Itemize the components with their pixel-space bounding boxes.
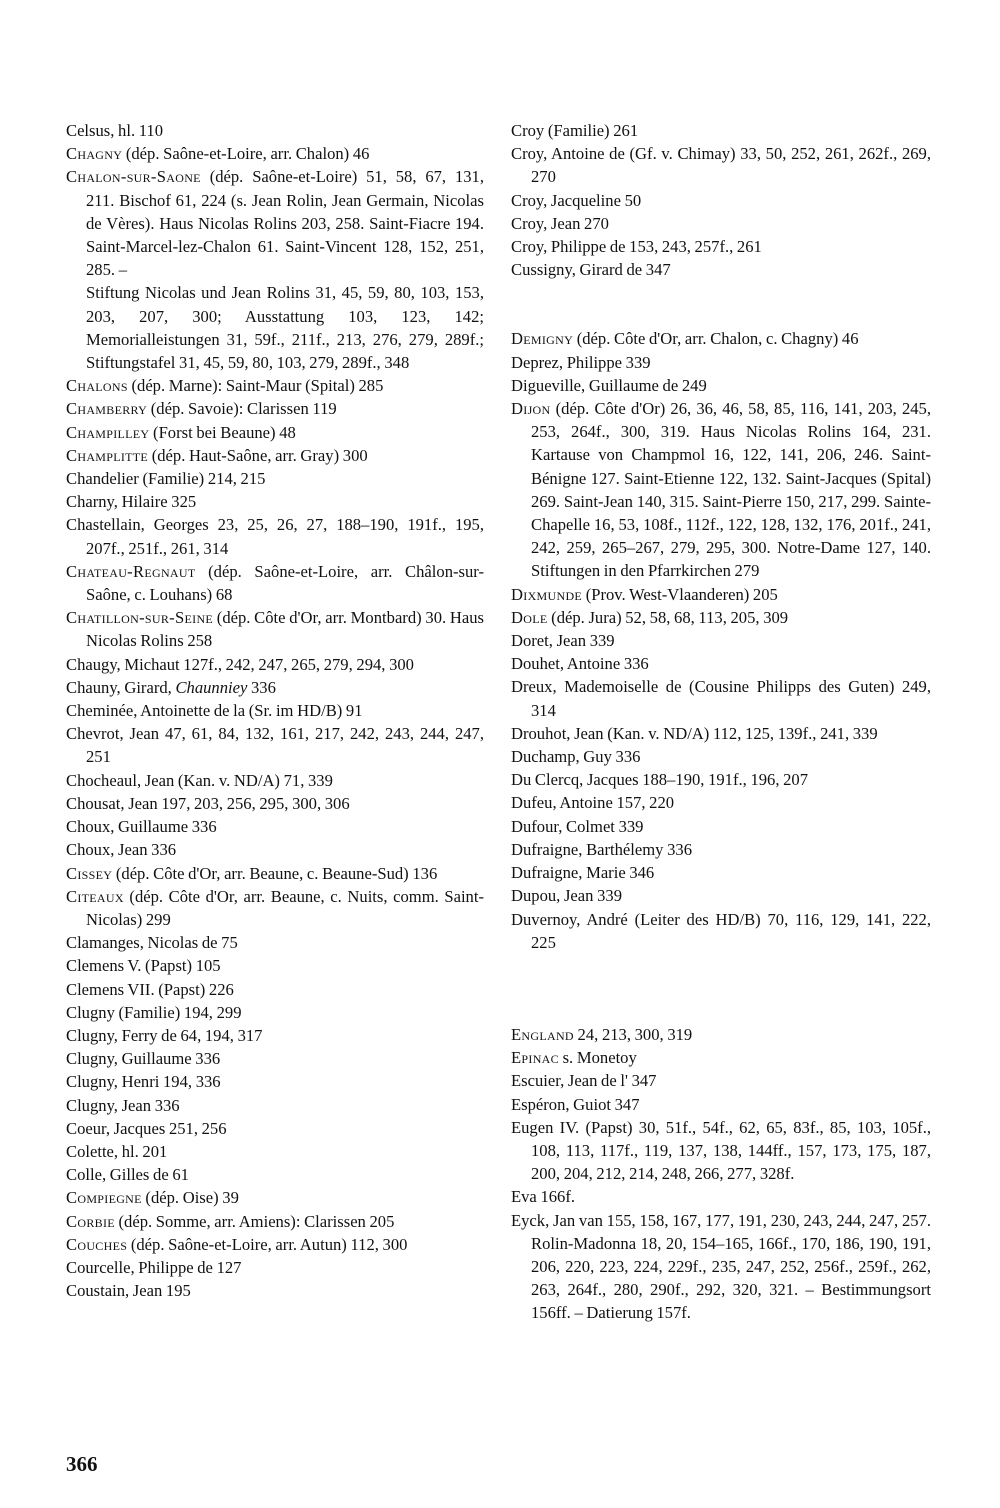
index-entry (511, 119, 931, 142)
entry-text: Douhet, Antoine 336 (511, 654, 649, 674)
place-name: Chalons (66, 376, 128, 396)
index-entry (66, 1186, 484, 1209)
index-entry (66, 444, 484, 467)
index-entry (66, 931, 484, 954)
index-entry (66, 374, 484, 397)
index-entry (66, 862, 484, 885)
index-entry (66, 397, 484, 420)
entry-text: Colle, Gilles de 61 (66, 1165, 189, 1185)
index-entry (66, 1163, 484, 1186)
index-entry (511, 908, 931, 954)
place-name: Demigny (511, 329, 574, 349)
entry-text: Deprez, Philippe 339 (511, 352, 651, 372)
index-entry (511, 583, 931, 606)
index-entry (66, 954, 484, 977)
place-name: Citeaux (66, 886, 124, 906)
entry-text: Du Clercq, Jacques 188–190, 191f., 196, 207 (511, 770, 809, 790)
index-entry (511, 861, 931, 884)
place-name: Compiegne (66, 1188, 142, 1208)
entry-text: Coeur, Jacques 251, 256 (66, 1118, 227, 1138)
index-entry (66, 1094, 484, 1117)
index-entry (511, 351, 931, 374)
index-entry (511, 722, 931, 745)
entry-text: (dép. Marne): Saint-Maur (Spital) 285 (127, 376, 384, 396)
index-entry (66, 1070, 484, 1093)
index-entry (66, 142, 484, 165)
entry-text: Eva 166f. (511, 1187, 576, 1207)
section-gap (511, 281, 931, 327)
index-entry (511, 884, 931, 907)
entry-text: Chandelier (Familie) 214, 215 (66, 469, 266, 489)
index-entry (511, 189, 931, 212)
entry-text: Dufeu, Antoine 157, 220 (511, 793, 675, 813)
index-entry (66, 606, 484, 652)
place-name: Couches (66, 1234, 128, 1254)
entry-text: (dép. Côte d'Or, arr. Montbard) 30. Haus Nicolas Rolins 258 (86, 608, 484, 651)
index-entry (66, 1047, 484, 1070)
index-entry (511, 327, 931, 350)
entry-text: Clamanges, Nicolas de 75 (66, 933, 238, 953)
place-name: Champlitte (66, 445, 149, 465)
entry-text: Croy, Philippe de 153, 243, 257f., 261 (511, 237, 762, 257)
entry-text: (dép. Saône-et-Loire, arr. Chalon) 46 (122, 144, 370, 164)
entry-text: Dufraigne, Barthélemy 336 (511, 839, 693, 859)
entry-text: Cussigny, Girard de 347 (511, 260, 671, 280)
index-entry (511, 258, 931, 281)
entry-text: (Forst bei Beaune) 48 (149, 422, 296, 442)
index-entry (66, 281, 484, 374)
entry-text: Eyck, Jan van 155, 158, 167, 177, 191, 230, 243, 244, 247, 257. Rolin-Madonna 18, 20, 154–165, 166f., 170, 186, 190, 191, 206, 220, 223, 224, 229f., 235, 247, 252, 256f., 259f., 262, 263, 264f., 280, 290f., 292, 320, 321. – Bestimmungsort 156ff. – Datierung 157f. (511, 1210, 931, 1323)
index-entry (66, 815, 484, 838)
entry-text: Choux, Jean 336 (66, 840, 177, 860)
index-entry (511, 838, 931, 861)
index-entry (511, 745, 931, 768)
place-name: Chatillon-sur-Seine (66, 608, 214, 628)
index-entry (66, 1233, 484, 1256)
entry-text: Clugny, Henri 194, 336 (66, 1072, 221, 1092)
index-entry (511, 1069, 931, 1092)
index-entry (511, 212, 931, 235)
section-gap (511, 954, 931, 1023)
entry-text: (dép. Côte d'Or) 26, 36, 46, 58, 85, 116, 141, 203, 245, 253, 264f., 300, 319. Haus Nicolas Rolins 164, 231. Kartause von Champmol 16, 122, 141, 206, 246. Saint-Bénigne 127. Saint-Etienne 122, 132. Saint-Jacques (Spital) 269. Saint-Jean 140, 315. Saint-Pierre 150, 217, 299. Sainte-Chapelle 16, 53, 108f., 112f., 122, 128, 132, 176, 201f., 241, 242, 259, 265–267, 279, 295, 300. Notre-Dame 127, 140. Stiftungen in den Pfarrkirchen 279 (531, 399, 931, 581)
entry-text: Coustain, Jean 195 (66, 1281, 191, 1301)
entry-text: Drouhot, Jean (Kan. v. ND/A) 112, 125, 139f., 241, 339 (511, 723, 878, 743)
entry-text: Dufour, Colmet 339 (511, 816, 644, 836)
index-entry (66, 1279, 484, 1302)
index-entry (511, 1116, 931, 1186)
place-name: Dixmunde (511, 584, 583, 604)
entry-text: Dupou, Jean 339 (511, 886, 622, 906)
entry-text: Cheminée, Antoinette de la (Sr. im HD/B) 91 (66, 701, 363, 721)
entry-text: (Prov. West-Vlaanderen) 205 (582, 584, 778, 604)
entry-text: Dreux, Mademoiselle de (Cousine Philipps des Guten) 249, 314 (511, 677, 931, 720)
index-entry (511, 397, 931, 583)
entry-text: (dép. Saône-et-Loire, arr. Châlon-sur-Saône, c. Louhans) 68 (86, 561, 484, 605)
entry-text: Croy, Jacqueline 50 (511, 190, 642, 210)
entry-text: Eugen IV. (Papst) 30, 51f., 54f., 62, 65, 83f., 85, 103, 105f., 108, 113, 117f., 119, 137, 138, 144ff., 157, 173, 175, 187, 200, 204, 212, 214, 248, 266, 277, 328f. (511, 1117, 931, 1184)
index-entry (66, 1117, 484, 1140)
entry-italic: Chaunniey (175, 677, 248, 697)
entry-text: Espéron, Guiot 347 (511, 1094, 640, 1114)
index-entry (66, 699, 484, 722)
entry-text: (dép. Somme, arr. Amiens): Clarissen 205 (114, 1211, 395, 1231)
index-entry (66, 676, 484, 699)
entry-text: Duvernoy, André (Leiter des HD/B) 70, 116, 129, 141, 222, 225 (511, 909, 931, 952)
entry-text: (dép. Haut-Saône, arr. Gray) 300 (148, 445, 368, 465)
index-entry (66, 885, 484, 931)
entry-text: (dép. Jura) 52, 58, 68, 113, 205, 309 (547, 607, 789, 627)
index-entry (66, 1001, 484, 1024)
entry-text: (dép. Oise) 39 (141, 1188, 239, 1208)
place-name: Chamberry (66, 399, 148, 419)
index-column-left (66, 119, 484, 1302)
index-entry (66, 513, 484, 559)
entry-text: (dép. Côte d'Or, arr. Chalon, c. Chagny) 46 (573, 329, 859, 349)
entry-text: Chousat, Jean 197, 203, 256, 295, 300, 306 (66, 793, 350, 813)
entry-text: Croy (Familie) 261 (511, 121, 639, 140)
index-entry (511, 142, 931, 188)
entry-text: Clugny, Jean 336 (66, 1095, 180, 1115)
place-name: Chateau-Regnaut (66, 561, 196, 581)
index-entry (511, 606, 931, 629)
place-name: Champilley (66, 422, 150, 442)
place-name: Dole (511, 607, 548, 627)
index-entry (66, 119, 484, 142)
place-name: Chagny (66, 144, 123, 164)
entry-text: Choux, Guillaume 336 (66, 817, 217, 837)
index-entry (511, 1093, 931, 1116)
place-name: England (511, 1024, 574, 1044)
entry-text: s. Monetoy (558, 1048, 637, 1068)
index-entry (66, 838, 484, 861)
index-entry (511, 768, 931, 791)
index-entry (511, 815, 931, 838)
page-number: 366 (66, 1452, 98, 1476)
index-entry (66, 1024, 484, 1047)
index-entry (511, 1046, 931, 1069)
index-entry (66, 978, 484, 1001)
index-entry (511, 652, 931, 675)
place-name: Epinac (511, 1048, 559, 1068)
entry-pages: 336 (247, 677, 276, 697)
index-entry (511, 675, 931, 721)
entry-text: Dufraigne, Marie 346 (511, 863, 655, 883)
place-name: Corbie (66, 1211, 115, 1231)
place-name: Chalon-sur-Saone (66, 167, 201, 187)
place-name: Cissey (66, 863, 113, 883)
entry-text: Croy, Antoine de (Gf. v. Chimay) 33, 50, 252, 261, 262f., 269, 270 (511, 144, 931, 187)
index-entry (66, 722, 484, 768)
entry-text: (dép. Côte d'Or, arr. Beaune, c. Nuits, comm. Saint-Nicolas) 299 (86, 886, 484, 929)
entry-text: (dép. Saône-et-Loire, arr. Autun) 112, 300 (127, 1234, 408, 1254)
index-entry (66, 490, 484, 513)
entry-text: Colette, hl. 201 (66, 1141, 168, 1161)
index-entry (66, 467, 484, 490)
entry-text: Clemens V. (Papst) 105 (66, 956, 221, 976)
entry-text: 24, 213, 300, 319 (573, 1024, 693, 1044)
entry-text: (dép. Côte d'Or, arr. Beaune, c. Beaune-Sud) 136 (112, 863, 438, 883)
entry-text: (dép. Saône-et-Loire) 51, 58, 67, 131, 211. Bischof 61, 224 (s. Jean Rolin, Jean Germain, Nicolas de Vères). Haus Nicolas Rolins 203, 258. Saint-Fiacre 194. Saint-Marcel-lez-Chalon 61. Saint-Vincent 128, 152, 251, 285. – (86, 167, 484, 280)
entry-text: Doret, Jean 339 (511, 631, 615, 651)
index-entry (511, 374, 931, 397)
index-entry (66, 653, 484, 676)
entry-text: Chaugy, Michaut 127f., 242, 247, 265, 279, 294, 300 (66, 654, 414, 674)
entry-text: Escuier, Jean de l' 347 (511, 1071, 657, 1091)
index-entry (66, 165, 484, 281)
index-entry (66, 1256, 484, 1279)
entry-text: Charny, Hilaire 325 (66, 492, 197, 512)
entry-text: Clugny, Ferry de 64, 194, 317 (66, 1025, 263, 1045)
entry-text: Chocheaul, Jean (Kan. v. ND/A) 71, 339 (66, 770, 333, 790)
entry-text: Chastellain, Georges 23, 25, 26, 27, 188–190, 191f., 195, 207f., 251f., 261, 314 (66, 515, 484, 558)
entry-text: Stiftung Nicolas und Jean Rolins 31, 45, 59, 80, 103, 153, 203, 207, 300; Ausstattung 103, 123, 142; Memorialleistungen 31, 59f., 211f., 213, 276, 279, 289f.; Stiftungstafel 31, 45, 59, 80, 103, 279, 289f., 348 (86, 283, 484, 373)
index-entry (511, 1209, 931, 1325)
entry-text: Croy, Jean 270 (511, 213, 609, 233)
entry-text: Celsus, hl. 110 (66, 121, 164, 140)
index-column-right (511, 119, 931, 1325)
index-entry (66, 421, 484, 444)
entry-text: Courcelle, Philippe de 127 (66, 1257, 242, 1277)
index-entry (511, 791, 931, 814)
index-entry (66, 1210, 484, 1233)
index-entry (511, 629, 931, 652)
entry-text: Chevrot, Jean 47, 61, 84, 132, 161, 217, 242, 243, 244, 247, 251 (66, 724, 484, 767)
entry-text: Clemens VII. (Papst) 226 (66, 979, 234, 999)
index-entry (66, 1140, 484, 1163)
index-entry (66, 769, 484, 792)
index-entry (66, 792, 484, 815)
index-entry (66, 560, 484, 606)
entry-text: Clugny (Familie) 194, 299 (66, 1002, 242, 1022)
place-name: Dijon (511, 399, 551, 419)
entry-text: Chauny, Girard, (66, 677, 176, 697)
index-entry (511, 1185, 931, 1208)
entry-text: Digueville, Guillaume de 249 (511, 375, 707, 395)
index-entry (511, 235, 931, 258)
entry-text: Clugny, Guillaume 336 (66, 1049, 221, 1069)
index-entry (511, 1023, 931, 1046)
entry-text: Duchamp, Guy 336 (511, 747, 641, 767)
entry-text: (dép. Savoie): Clarissen 119 (147, 399, 337, 419)
